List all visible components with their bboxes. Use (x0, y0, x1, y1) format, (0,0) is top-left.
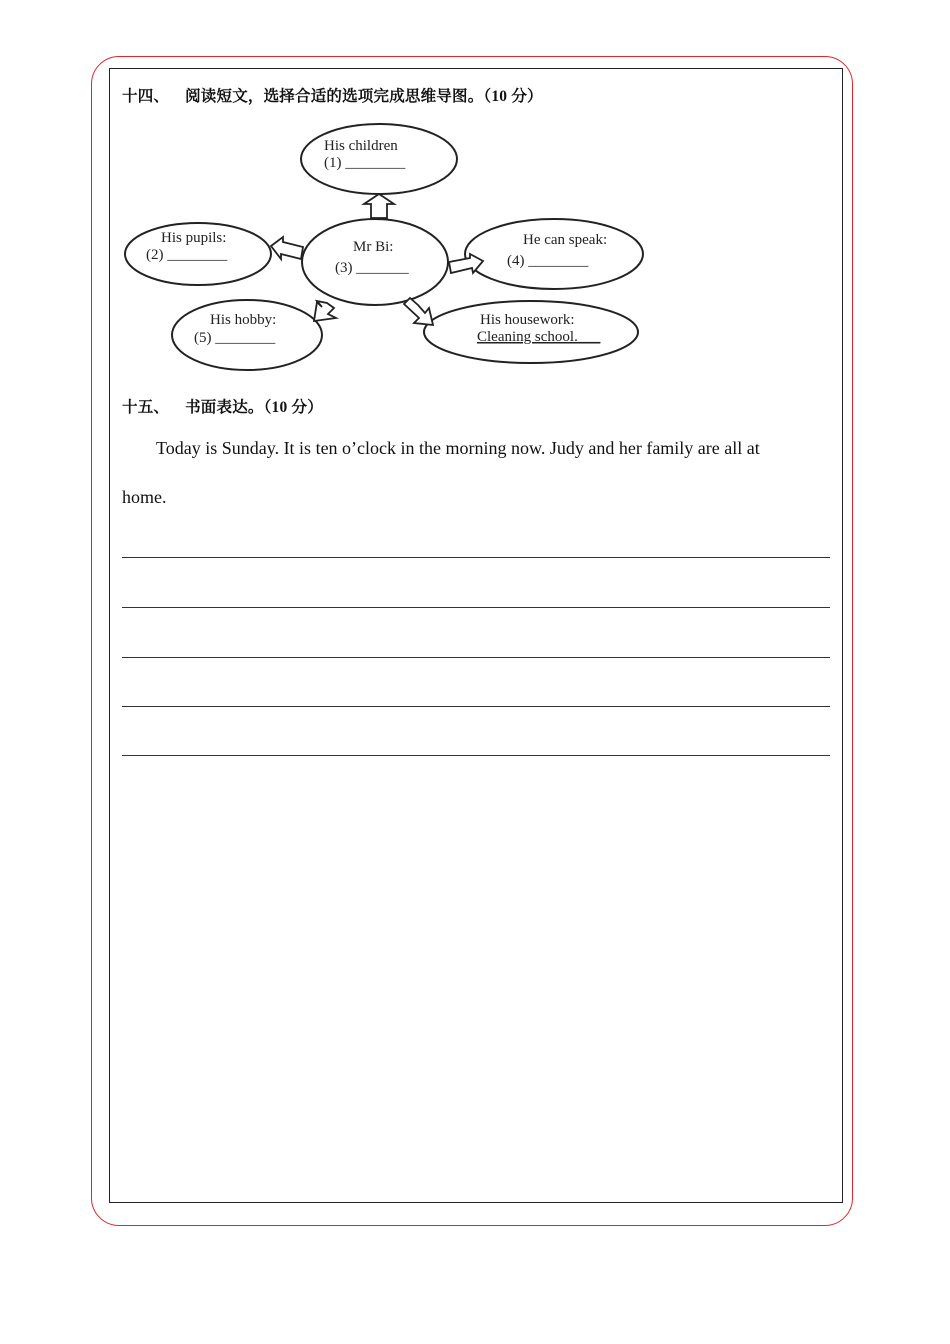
section-15-number: 十五、 (122, 399, 170, 416)
section-14-heading (122, 84, 543, 106)
mindmap-hobby-label: His hobby: (210, 312, 277, 328)
arrow-left-icon (271, 237, 303, 259)
mindmap-speak-label: He can speak: (523, 232, 608, 248)
writing-line[interactable] (122, 706, 830, 707)
mindmap-blank-1[interactable]: (1) ________ (324, 155, 406, 171)
arrow-down-right-icon (404, 298, 433, 325)
mind-map (118, 118, 678, 378)
writing-prompt-line-1: Today is Sunday. It is ten o’clock in the morning now. Judy and her family are all at (156, 438, 760, 458)
mindmap-housework-answer: Cleaning school.___ (477, 329, 601, 345)
writing-line[interactable] (122, 755, 830, 756)
mindmap-blank-2[interactable]: (2) ________ (146, 247, 228, 263)
section-14-number: 十四、 (122, 88, 170, 105)
writing-line[interactable] (122, 607, 830, 608)
mindmap-children-label: His children (324, 138, 398, 154)
mindmap-center-label: Mr Bi: (353, 239, 394, 255)
writing-line[interactable] (122, 657, 830, 658)
mindmap-blank-3[interactable]: (3) _______ (335, 260, 409, 276)
section-15-title: 书面表达。（10 分） (185, 399, 323, 416)
arrow-up-icon (364, 194, 394, 218)
mindmap-blank-4[interactable]: (4) ________ (507, 253, 589, 269)
writing-prompt-line-2: home. (122, 487, 167, 507)
mindmap-housework-label: His housework: (480, 312, 575, 328)
mindmap-blank-5[interactable]: (5) ________ (194, 330, 276, 346)
arrow-down-left-icon (314, 301, 336, 321)
writing-line[interactable] (122, 557, 830, 558)
mindmap-pupils-label: His pupils: (161, 230, 227, 246)
section-15-heading (122, 395, 323, 417)
section-14-title: 阅读短文，选择合适的选项完成思维导图。（10 分） (185, 88, 543, 105)
